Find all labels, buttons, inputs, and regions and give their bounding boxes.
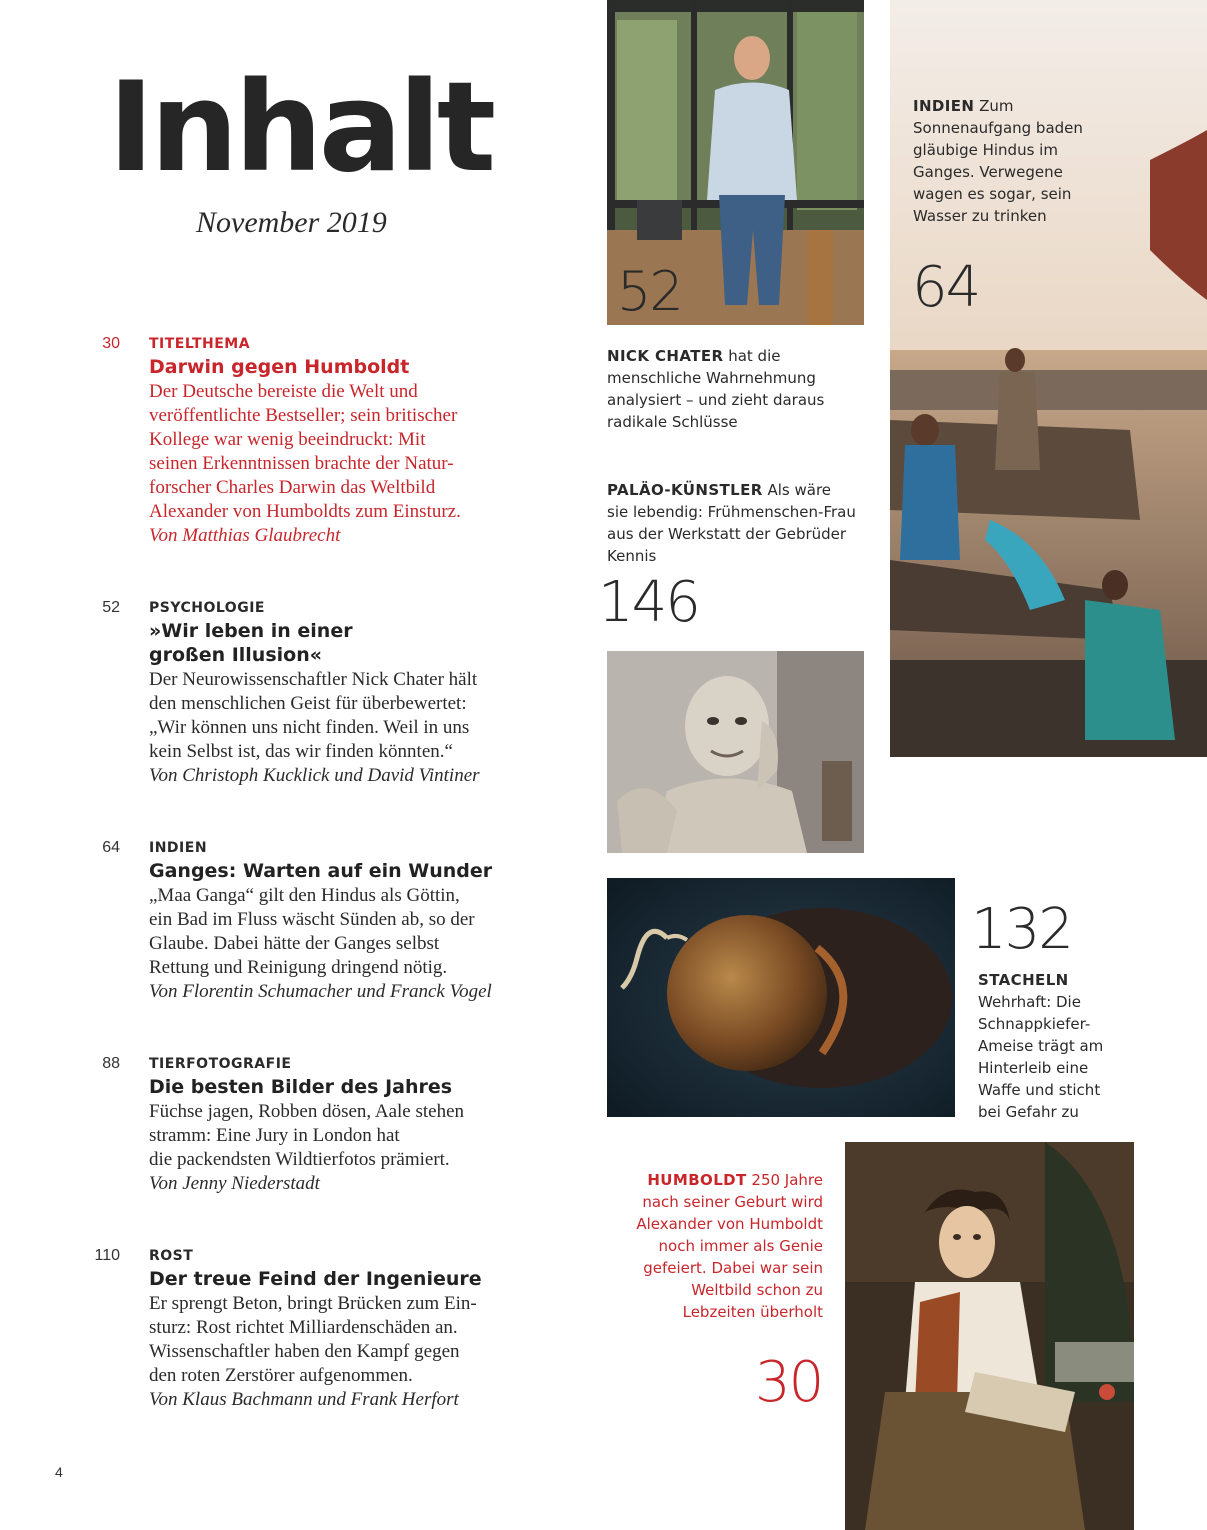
entry-teaser: Er sprengt Beton, bringt Brücken zum Ein- sturz: Rost richtet Milliardenschäden an. Wissenschaftler haben den Kampf gegen den roten Zerstörer aufgenommen. xyxy=(149,1293,477,1386)
entry-page-number: 110 xyxy=(94,1247,120,1264)
entry-headline[interactable]: Darwin gegen Humboldt xyxy=(149,356,410,378)
page-number: 4 xyxy=(55,1464,63,1480)
chater-page-number: 52 xyxy=(617,260,682,323)
entry-page-number: 88 xyxy=(102,1055,120,1072)
issue-date: November 2019 xyxy=(196,206,387,239)
chater-caption-text: hat die menschliche Wahrnehmung analysiert – und zieht daraus radikale Schlüsse xyxy=(607,347,825,431)
entry-page-number: 30 xyxy=(102,335,120,352)
entry-author: Von Klaus Bachmann und Frank Herfort xyxy=(149,1389,459,1410)
entry-teaser: Der Neurowissenschaftler Nick Chater hält den menschlichen Geist für überbewertet: „Wir können uns nicht finden. Weil in uns kein Selbst ist, das wir finden könnten.“ xyxy=(149,669,478,762)
stacheln-caption-text: Wehrhaft: Die Schnappkiefer-Ameise trägt am Hinterleib eine Waffe und sticht bei Gefahr zu xyxy=(978,993,1104,1121)
indien-page-number: 64 xyxy=(912,255,980,320)
entry-headline[interactable]: »Wir leben in einer großen Illusion« xyxy=(149,620,353,666)
entry-author: Von Christoph Kucklick und David Vintiner xyxy=(149,765,480,786)
entry-kicker: TIERFOTOGRAFIE xyxy=(149,1056,292,1072)
humboldt-caption xyxy=(635,1169,823,1323)
entry-page-number: 52 xyxy=(102,599,120,616)
palaeo-photo[interactable] xyxy=(607,651,864,853)
entry-kicker: TITELTHEMA xyxy=(149,336,251,352)
entry-teaser: „Maa Ganga“ gilt den Hindus als Göttin, ein Bad im Fluss wäscht Sünden ab, so der Glaube. Dabei hätte der Ganges selbst Rettung und Reinigung dringend nötig. xyxy=(149,885,475,978)
indien-caption xyxy=(913,95,1083,227)
palaeo-caption xyxy=(607,479,857,567)
stacheln-page-number: 132 xyxy=(971,897,1072,962)
entry-headline[interactable]: Ganges: Warten auf ein Wunder xyxy=(149,860,493,882)
palaeo-caption-text: Als wäre sie lebendig: Frühmenschen-Frau aus der Werkstatt der Gebrüder Kennis xyxy=(607,481,856,565)
humboldt-caption-text: 250 Jahre nach seiner Geburt wird Alexander von Humboldt noch immer als Genie gefeiert. Dabei war sein Weltbild schon zu Lebzeiten überholt xyxy=(636,1171,823,1321)
ant-photo[interactable] xyxy=(607,878,955,1117)
entry-kicker: INDIEN xyxy=(149,840,208,856)
palaeo-kicker: PALÄO-KÜNSTLER xyxy=(607,481,763,499)
palaeo-photo-image xyxy=(607,651,864,853)
humboldt-kicker: HUMBOLDT xyxy=(647,1171,747,1189)
humboldt-painting[interactable] xyxy=(845,1142,1134,1530)
entry-teaser: Füchse jagen, Robben dösen, Aale stehen stramm: Eine Jury in London hat die packendsten Wildtierfotos prämiert. xyxy=(149,1101,465,1170)
entry-author: Von Jenny Niederstadt xyxy=(149,1173,320,1194)
ant-photo-image xyxy=(607,878,955,1117)
chater-kicker: NICK CHATER xyxy=(607,347,724,365)
chater-caption xyxy=(607,345,857,433)
stacheln-caption xyxy=(978,969,1118,1123)
indien-caption-text: Zum Sonnenaufgang baden gläubige Hindus im Ganges. Verwegene wagen es sogar, sein Wasser zu trinken xyxy=(913,97,1083,225)
entry-headline[interactable]: Die besten Bilder des Jahres xyxy=(149,1076,453,1098)
humboldt-painting-image xyxy=(845,1142,1134,1530)
entry-headline[interactable]: Der treue Feind der Ingenieure xyxy=(149,1268,482,1290)
page-title: Inhalt xyxy=(108,56,493,200)
entry-kicker: PSYCHOLOGIE xyxy=(149,600,265,616)
entry-page-number: 64 xyxy=(102,839,120,856)
entry-author: Von Matthias Glaubrecht xyxy=(149,525,341,546)
entry-teaser: Der Deutsche bereiste die Welt und veröffentlichte Bestseller; sein britischer Kollege war wenig beeindruckt: Mit seinen Erkenntnissen brachte der Natur- forscher Charles Darwin das Weltbild Alexander von Humboldts zum Einsturz. xyxy=(149,381,461,522)
indien-kicker: INDIEN xyxy=(913,97,975,115)
stacheln-kicker: STACHELN xyxy=(978,971,1069,989)
entry-author: Von Florentin Schumacher und Franck Vogel xyxy=(149,981,492,1002)
palaeo-page-number: 146 xyxy=(598,570,699,635)
entry-kicker: ROST xyxy=(149,1248,194,1264)
humboldt-page-number: 30 xyxy=(755,1350,823,1415)
